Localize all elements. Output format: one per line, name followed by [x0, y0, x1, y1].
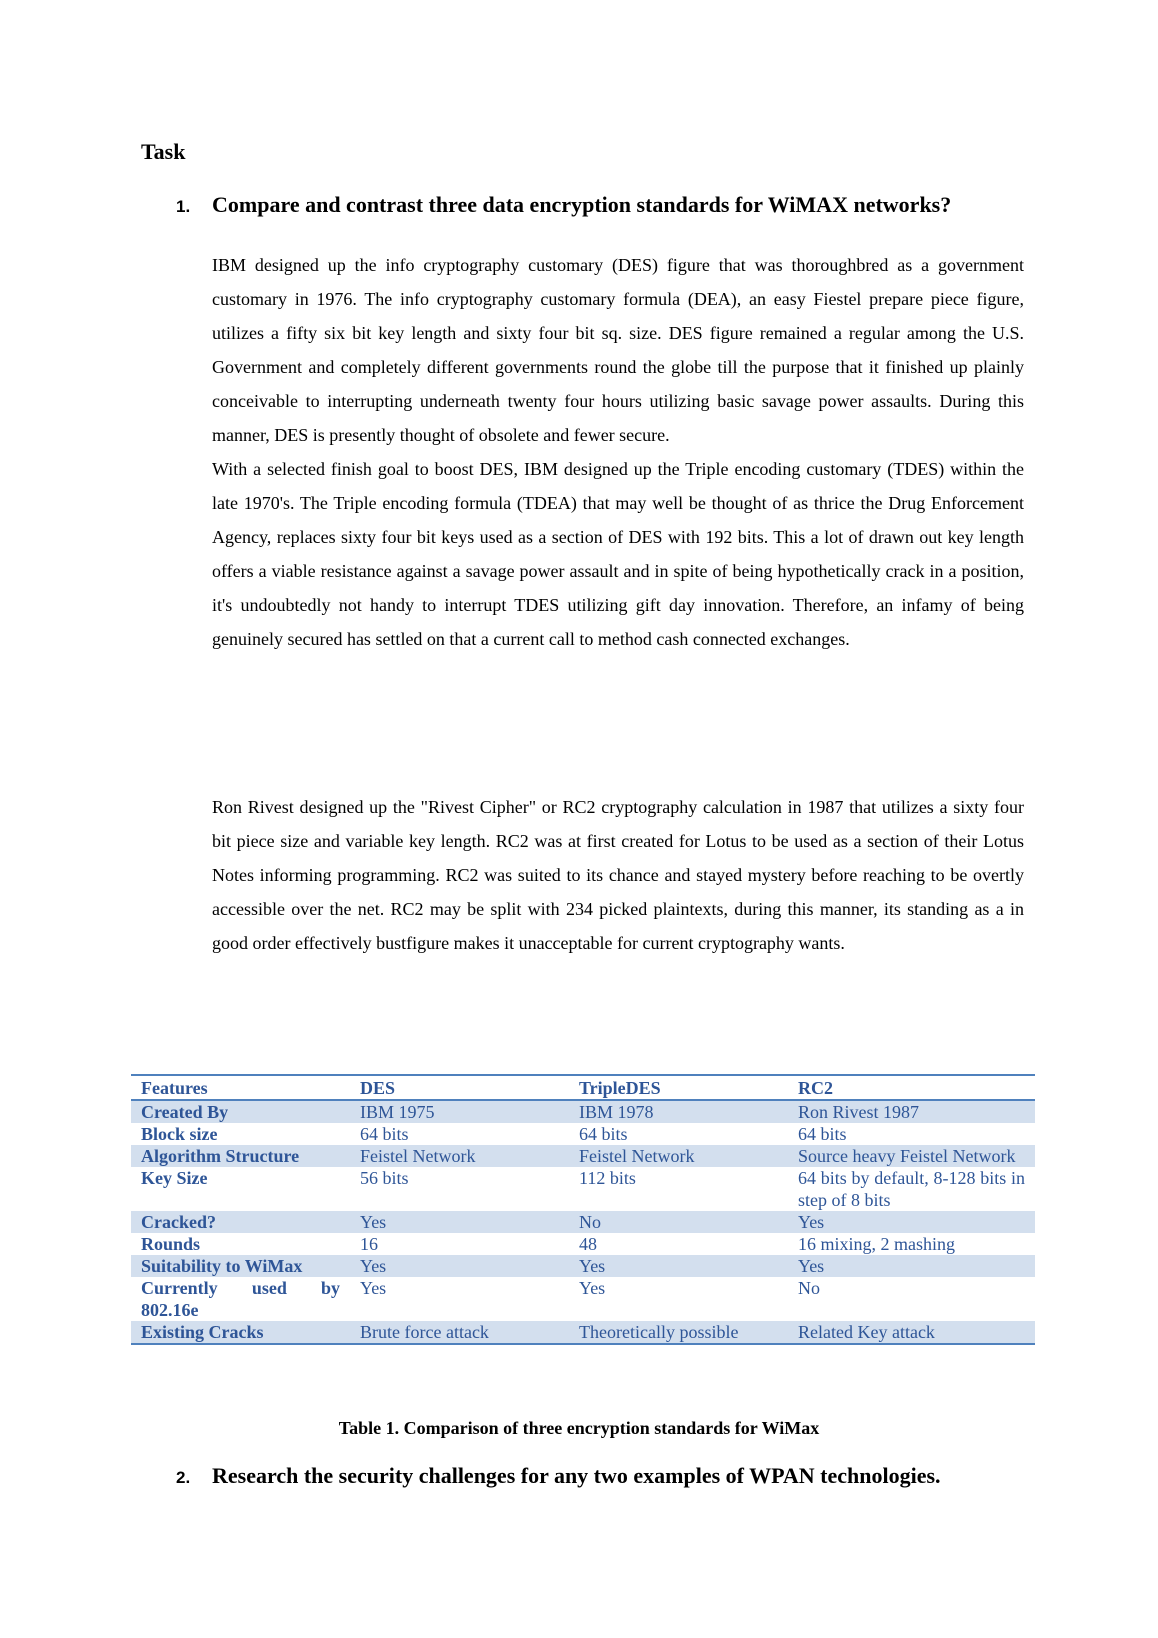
table-cell: Related Key attack	[798, 1322, 935, 1342]
table-cell: No	[798, 1278, 820, 1298]
table-cell: 56 bits	[360, 1168, 409, 1188]
table-header-cell: TripleDES	[579, 1078, 661, 1098]
table-row	[131, 1145, 1035, 1167]
table-cell: 64 bits	[579, 1124, 628, 1144]
question-1-text: Compare and contrast three data encryption standards for WiMAX networks?	[212, 192, 952, 217]
table-cell: 16	[360, 1234, 378, 1254]
table-cell: Brute force attack	[360, 1322, 489, 1342]
question-2-text: Research the security challenges for any two examples of WPAN technologies.	[212, 1463, 941, 1488]
paragraph-des: IBM designed up the info cryptography customary (DES) figure that was thoroughbred as a government customary in 1976. The info cryptography customary formula (DEA), an easy Fiestel prepare piece figure, utilizes a fifty six bit key length and sixty four bit sq. size. DES figure remained a regular among the U.S. Government and completely different governments round the globe till the purpose that it finished up plainly conceivable to interrupting underneath twenty four hours utilizing basic savage power assaults. During this manner, DES is presently thought of obsolete and fewer secure.	[212, 255, 1024, 445]
table-cell: Yes	[579, 1278, 606, 1298]
table-cell-feature: Cracked?	[141, 1212, 216, 1232]
table-cell: Ron Rivest 1987	[798, 1102, 920, 1122]
table-cell: 64 bits	[798, 1124, 847, 1144]
table-cell: 64 bits	[360, 1124, 409, 1144]
question-2	[176, 1463, 1036, 1489]
table-cell-feature: Suitability to WiMax	[141, 1256, 303, 1276]
table-cell-feature: Block size	[141, 1124, 218, 1144]
table-row	[131, 1123, 1035, 1145]
table-cell-feature: Existing Cracks	[141, 1322, 264, 1342]
table-row	[131, 1233, 1035, 1255]
table-caption: Table 1. Comparison of three encryption standards for WiMax	[338, 1418, 820, 1438]
table-cell: 112 bits	[579, 1168, 636, 1188]
table-row	[131, 1255, 1035, 1277]
table-cell: IBM 1978	[579, 1102, 654, 1122]
table-cell: Source heavy Feistel Network	[798, 1146, 1016, 1166]
paragraph-rc2: Ron Rivest designed up the "Rivest Cipher" or RC2 cryptography calculation in 1987 that utilizes a sixty four bit piece size and variable key length. RC2 was at first created for Lotus to be used as a section of their Lotus Notes informing programming. RC2 was suited to its chance and stayed mystery before reaching to be overtly accessible over the net. RC2 may be split with 234 picked plaintexts, during this manner, its standing as a in good order effectively bustfigure makes it unacceptable for current cryptography wants.	[212, 797, 1024, 953]
table-cell-feature: Created By	[141, 1102, 229, 1122]
table-header-cell: Features	[141, 1078, 208, 1098]
table-cell: Yes	[798, 1212, 825, 1232]
table-cell-feature: Key Size	[141, 1168, 208, 1188]
table-row	[131, 1100, 1035, 1123]
table-cell-feature: Currently used by 802.16e	[141, 1278, 340, 1320]
table-cell: Yes	[360, 1278, 387, 1298]
table-header-cell: DES	[360, 1078, 396, 1098]
table-cell: 64 bits by default, 8-128 bits in step of 8 bits	[798, 1168, 1025, 1210]
table-cell: Yes	[360, 1256, 387, 1276]
table-cell-feature: Algorithm Structure	[141, 1146, 300, 1166]
table-cell: Yes	[798, 1256, 825, 1276]
table-cell: IBM 1975	[360, 1102, 435, 1122]
table-row	[131, 1167, 1035, 1211]
comparison-table	[131, 1074, 1035, 1345]
table-cell: No	[579, 1212, 601, 1232]
question-2-number: 2.	[176, 1468, 191, 1487]
table-cell: 48	[579, 1234, 597, 1254]
question-1	[176, 192, 1036, 218]
table-header-row	[131, 1075, 1035, 1100]
table-row	[131, 1211, 1035, 1233]
task-heading: Task	[141, 139, 186, 164]
table-cell: Yes	[360, 1212, 387, 1232]
table-cell-feature: Rounds	[141, 1234, 201, 1254]
question-1-number: 1.	[176, 197, 191, 216]
table-cell: Theoretically possible	[579, 1322, 739, 1342]
table-row	[131, 1321, 1035, 1344]
table-cell: Yes	[579, 1256, 606, 1276]
table-cell: 16 mixing, 2 mashing	[798, 1234, 955, 1254]
table-header-cell: RC2	[798, 1078, 833, 1098]
table-cell: Feistel Network	[579, 1146, 695, 1166]
paragraph-tdes: With a selected finish goal to boost DES, IBM designed up the Triple encoding customary (TDES) within the late 1970's. The Triple encoding formula (TDEA) that may well be thought of as thrice the Drug Enforcement Agency, replaces sixty four bit keys used as a section of DES with 192 bits. This a lot of drawn out key length offers a viable resistance against a savage power assault and in spite of being hypothetically crack in a position, it's undoubtedly not handy to interrupt TDES utilizing gift day innovation. Therefore, an infamy of being genuinely secured has settled on that a current call to method cash connected exchanges.	[212, 459, 1024, 649]
table-cell: Feistel Network	[360, 1146, 476, 1166]
answer-body-2	[212, 790, 1024, 960]
table-row	[131, 1277, 1035, 1321]
answer-body-1	[212, 248, 1024, 656]
